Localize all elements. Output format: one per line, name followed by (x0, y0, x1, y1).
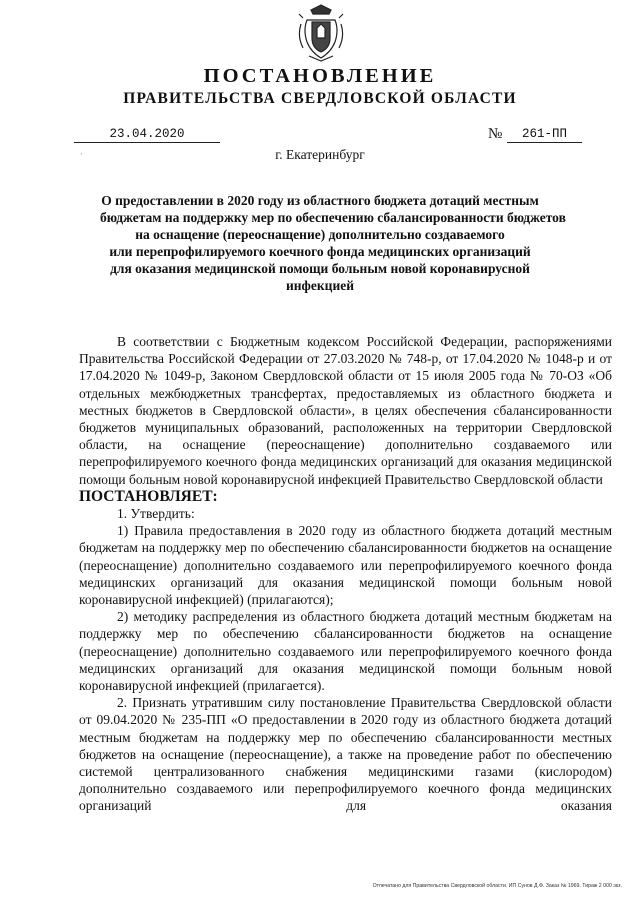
clause-1: 1. Утвердить: (117, 506, 195, 522)
document-city: г. Екатеринбург (275, 147, 365, 162)
heading-line: инфекцией (286, 278, 354, 293)
number-sign: № (488, 126, 503, 142)
number-underline (507, 142, 582, 143)
resolution-keyword: ПОСТАНОВЛЯЕТ: (79, 487, 218, 505)
heading-line: на оснащение (переоснащение) дополнительно создаваемого (135, 227, 505, 242)
clause-1-2: 2) методику распределения из областного бюджета дотаций местным бюджетам на поддержку мер по обеспечению сбалансированности бюджетов на оснащение (переоснащение) дополнительно создаваемого или перепрофилируемого коечного фонда медицинских организаций для оказания медицинской помощи больным новой коронавирусной инфекцией (прилагается). (79, 609, 612, 694)
heading-line: для оказания медицинской помощи больным новой коронавирусной (110, 261, 530, 276)
heading-line: или перепрофилируемого коечного фонда медицинских организаций (109, 244, 531, 259)
document-title: ПОСТАНОВЛЕНИЕ (203, 65, 437, 87)
heading-line: О предоставлении в 2020 году из областного бюджета дотаций местным (101, 193, 539, 208)
document-body (79, 333, 612, 815)
coat-of-arms-emblem (297, 4, 345, 62)
scan-mark: · (80, 150, 83, 159)
heading-line: бюджетам на поддержку мер по обеспечению сбалансированности бюджетов (100, 210, 566, 225)
document-number: 261-ПП (521, 127, 567, 141)
document-heading (100, 192, 566, 294)
preamble-paragraph: В соответствии с Бюджетным кодексом Российской Федерации, распоряжениями Правительства Российской Федерации от 27.03.2020 № 748-р, от 17.04.2020 № 1048-р и от 17.04.2020 № 1049-р, Законом Свердловской области от 15 июля 2005 года № 70-ОЗ «Об отдельных межбюджетных трансфертах, предоставляемых из областного бюджета и местных бюджетов в Свердловской области», в целях обеспечения сбалансированности бюджетов муниципальных образований, расположенных на территории Свердловской области, на оснащение (переоснащение) дополнительно создаваемого или перепрофилируемого коечного фонда медицинских организаций для оказания медицинской помощи больным новой коронавирусной инфекцией Правительство Свердловской области (79, 334, 612, 487)
document-issuer: ПРАВИТЕЛЬСТВА СВЕРДЛОВСКОЙ ОБЛАСТИ (123, 90, 517, 107)
clause-1-1: 1) Правила предоставления в 2020 году из областного бюджета дотаций местным бюджетам на поддержку мер по обеспечению сбалансированности бюджетов на оснащение (переоснащение) дополнительно создаваемого или перепрофилируемого коечного фонда медицинских организаций для оказания медицинской помощи больным новой коронавирусной инфекцией) (прилагаются); (79, 523, 612, 608)
print-imprint: Отпечатано для Правительства Свердловской области. ИП Сунов Д.Ф. Заказ № 1969. Тираж 2 000 экз. (372, 883, 622, 889)
date-underline (74, 142, 220, 143)
document-date: 23.04.2020 (109, 127, 185, 141)
clause-2: 2. Признать утратившим силу постановление Правительства Свердловской области от 09.04.2020 № 235-ПП «О предоставлении в 2020 году из областного бюджета дотаций местным бюджетам на поддержку мер по обеспечению сбалансированности местных бюджетов на оснащение (переоснащение), а также на проведение работ по обеспечению системой централизованного снабжения медицинскими газами (кислородом) дополнительно создаваемого или перепрофилируемого коечного фонда медицинских организаций для оказания (79, 695, 612, 814)
